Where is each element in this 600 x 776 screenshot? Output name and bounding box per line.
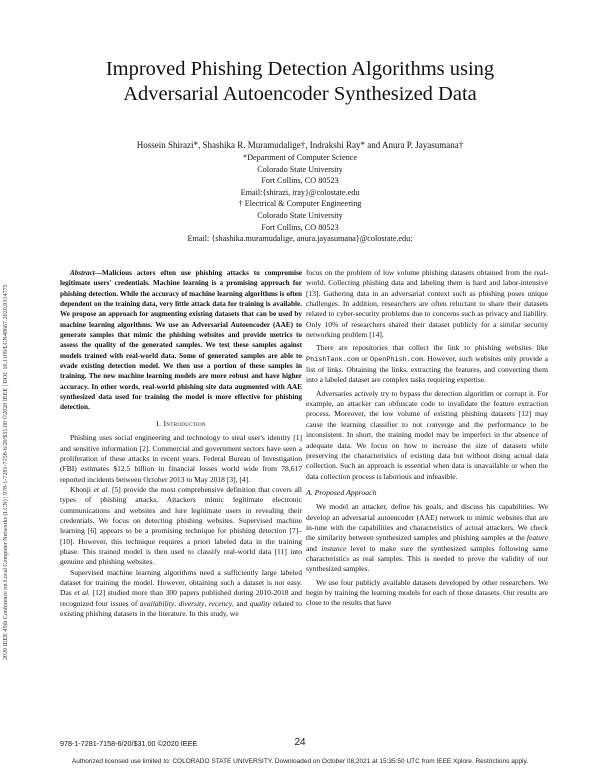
body-paragraph: We use four publicly available datasets developed by other researchers. We begin by training the learning models for each of those datasets. Our results are close to the results that have (306, 577, 548, 608)
abstract-label: Abstract (70, 269, 95, 277)
text-run: There are repositories that collect the link to phishing websites like (316, 343, 548, 353)
paper-title (40, 57, 560, 107)
title-line: Improved Phishing Detection Algorithms using (105, 58, 495, 80)
abstract (60, 268, 302, 413)
isbn-footer: 978-1-7281-7158-6/20/$31.00 ©2020 IEEE (60, 739, 198, 748)
text-run: , (204, 598, 209, 608)
affiliation-line: † Electrical & Computer Engineering (238, 199, 362, 209)
intro-paragraph (60, 485, 302, 568)
text-run: Supervised machine learning algorithms need a sufficiently large labeled dataset for training the model. However, obtaining such a dataset is not easy. Das (60, 567, 302, 598)
text-run: , (174, 598, 179, 608)
left-column (60, 268, 302, 619)
affiliation-line: Fort Collins, CO 80523 (261, 222, 339, 232)
text-run-italic: availability (139, 598, 175, 608)
text-run: related to existing phishing datasets in the literature. In this study, we (60, 598, 302, 618)
license-notice: Authorized licensed use limited to: COLORADO STATE UNIVERSITY. Downloaded on October 08,2021 at 15:35:50 UTC from IEEE Xplore. Restrictions apply. (71, 758, 529, 765)
text-run: Khonji (70, 484, 94, 494)
body-paragraph: Adversaries actively try to bypass the detection algorithm or corrupt it. For example, an attacker can obfuscate code to invalidate the feature extraction process. Moreover, the low volume of existing phishing datasets [12] may cause the learning classifier to not converge and the performance to be inconsistent. In short, the training model may be imperfect in the absence of adequate data. We focus on how to increase the size of datasets while preserving the characteristics of existing data but without doing actual data collection. Such an approach is essential when data is unavailable or when the data collection process is laborious and infeasible. (306, 388, 548, 481)
side-margin-note (3, 120, 17, 660)
intro-paragraph: Phishing uses social engineering and technology to steal user's identity [1] and sensitive information [2]. Commercial and government sectors have seen a proliferation of these attacks in recent years. Federal Bureau of Investigation (FBI) estimates $12.5 billion in financial losses world wide from 78,617 reported incidents between October 2013 to May 2018 [3], [4]. (60, 433, 302, 484)
affiliation-line: Email: {shashika.muramudalige, anura.jayasumana}@colostate.edu; (187, 234, 413, 244)
text-run-italic: et al. (74, 588, 91, 598)
text-run: [5] provide the most comprehensive definition that covers all types of phishing attacks. Attackers mimic legitimate electronic communications and websites and lure legitimate users in revealing their credentials. We focus on detecting phishing websites. Supervised machine learning [6] appears to be a promising technique for phishing detection [7]–[10]. However, this technique requires a priori labeled data in the training phase. This trained model is then used to classify real-world data [11] into genuine and phishing websites. (60, 484, 302, 567)
affiliation-line: *Department of Computer Science (243, 153, 357, 162)
subsection-heading-proposed-approach: A. Proposed Approach (306, 487, 377, 497)
affiliation-line: Colorado State University (257, 210, 343, 220)
text-run-italic: quality (249, 598, 271, 608)
text-run: level to make sure the synthesized samples following same characteristics as real samples. This is needed to prove the validity of our synthesized samples. (306, 543, 548, 574)
affiliation-line: Email:{shirazi, iray}@colostate.edu (240, 187, 360, 197)
text-run: and (306, 543, 322, 553)
text-run: or (359, 353, 371, 363)
affiliation-line: Fort Collins, CO 80523 (261, 176, 339, 186)
body-paragraph: focus on the problem of low volume phishing datasets obtained from the real-world. Collecting phishing data and labeling them is hard and labor-intensive [13]. Gathering data in an adversarial context such as phishing poses unique challenges. In addition, researchers are often reluctant to share their datasets related to cyber-security problems due to concerns such as privacy and liability. Only 10% of researchers shared their dataset publicly for a similar security networking problem [14]. (306, 268, 548, 340)
abstract-text: —Malicious actors often use phishing attacks to compromise legitimate users' credentials. Machine learning is a promising approach for phishing detection. While the accuracy of machine learning algorithms is often dependent on the training data, very little attack data for training is available. We propose an approach for augmenting existing datasets that can be used by machine learning algorithms. We use an Adversarial Autoencoder (AAE) to generate samples that mimic the phishing websites and provide metrics to assess the quality of the generated samples. We test these samples against models trained with real-world data. Some of generated samples are able to evade existing detection model. We then use a portion of these samples in training. The new machine learning models are more robust and have higher accuracy. In other words, real-world phishing site data augmented with AAE synthesized data used for training the model is more effective for phishing detection. (60, 269, 302, 412)
affiliations (40, 152, 560, 245)
website-name: PhishTank.com (306, 355, 360, 364)
body-paragraph (306, 502, 548, 574)
affiliation-line: Colorado State University (257, 164, 343, 174)
intro-paragraph (60, 568, 302, 620)
page-number: 24 (294, 737, 306, 748)
author-list: Hossein Shirazi*, Shashika R. Muramudalige†, Indrakshi Ray* and Anura P. Jayasumana† (136, 140, 464, 150)
right-column (306, 268, 548, 609)
title-line: Adversarial Autoencoder Synthesized Data (123, 83, 477, 105)
website-name: OpenPhish.com (370, 355, 424, 364)
text-run: . However, such websites only provide a list of links. Obtaining the links, extracting the features, and converting them into a labeled dataset are complex tasks requiring expertise. (306, 353, 548, 385)
text-run-italic: diversity (178, 598, 205, 608)
text-run-italic: instance (321, 543, 347, 553)
text-run-italic: et al. (93, 484, 110, 494)
doi-margin-text: 2020 IEEE 45th Conference on Local Computer Networks (LCN) | 978-1-7281-7158-6/20/$31.00 ©2020 IEEE | DOI: 10.1109/LCN48667.2020.9314775 (3, 284, 9, 660)
text-run-italic: recency (208, 598, 233, 608)
section-heading-introduction: I. Introduction (156, 418, 206, 428)
body-paragraph (306, 343, 548, 385)
text-run: [12] studied more than 300 papers published during 2010-2018 and recognized four issues of (60, 588, 302, 608)
text-run: We model an attacker, define his goals, and discuss his capabilities. We develop an adversarial autoencoder (AAE) network to mimic websites that are in-tune with the capabilities and characteristics of actual attackers. We check the similarity between synthesized samples and phishing samples at the (306, 502, 548, 543)
text-run: , and (232, 598, 250, 608)
text-run-italic: feature (526, 533, 548, 543)
